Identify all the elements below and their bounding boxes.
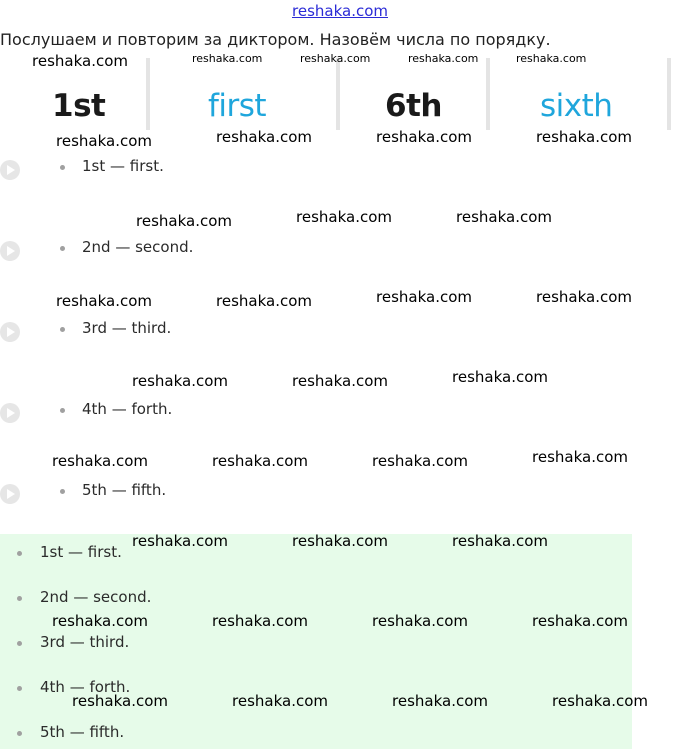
watermark: reshaka.com [296, 208, 392, 226]
watermark: reshaka.com [552, 692, 648, 710]
list-item: 5th — fifth. [82, 481, 167, 499]
bullet-icon [17, 551, 22, 556]
play-audio-icon[interactable] [0, 484, 20, 504]
play-audio-icon[interactable] [0, 403, 20, 423]
card-1st: 1st [52, 88, 106, 124]
answer-item: 4th — forth. [40, 678, 131, 696]
watermark: reshaka.com [56, 132, 152, 150]
play-audio-icon[interactable] [0, 160, 20, 180]
answer-item: 2nd — second. [40, 588, 152, 606]
watermark: reshaka.com [452, 368, 548, 386]
bullet-icon [17, 641, 22, 646]
bullet-icon [60, 246, 65, 251]
bullet-icon [17, 686, 22, 691]
watermark: reshaka.com [132, 532, 228, 550]
watermark: reshaka.com [232, 692, 328, 710]
play-audio-icon[interactable] [0, 241, 20, 261]
card-divider [486, 58, 490, 130]
list-item: 2nd — second. [82, 238, 194, 256]
watermark: reshaka.com [52, 452, 148, 470]
bullet-icon [60, 327, 65, 332]
watermark: reshaka.com [536, 128, 632, 146]
answer-item: 5th — fifth. [40, 723, 125, 741]
watermark: reshaka.com [192, 52, 263, 65]
list-item: 3rd — third. [82, 319, 172, 337]
watermark: reshaka.com [392, 692, 488, 710]
card-divider [146, 58, 150, 130]
bullet-icon [17, 596, 22, 601]
watermark: reshaka.com [216, 292, 312, 310]
answer-item: 3rd — third. [40, 633, 130, 651]
watermark: reshaka.com [132, 372, 228, 390]
card-sixth: sixth [540, 88, 613, 124]
watermark: reshaka.com [532, 612, 628, 630]
bullet-icon [60, 489, 65, 494]
watermark: reshaka.com [56, 292, 152, 310]
watermark: reshaka.com [376, 288, 472, 306]
watermark: reshaka.com [32, 52, 128, 70]
watermark: reshaka.com [372, 452, 468, 470]
watermark: reshaka.com [456, 208, 552, 226]
instruction-text: Послушаем и повторим за диктором. Назовём числа по порядку. [0, 30, 551, 49]
bullet-icon [60, 408, 65, 413]
watermark: reshaka.com [516, 52, 587, 65]
watermark: reshaka.com [52, 612, 148, 630]
watermark: reshaka.com [216, 128, 312, 146]
watermark: reshaka.com [452, 532, 548, 550]
card-6th: 6th [385, 88, 442, 124]
watermark: reshaka.com [136, 212, 232, 230]
watermark: reshaka.com [300, 52, 371, 65]
watermark: reshaka.com [532, 448, 628, 466]
list-item: 1st — first. [82, 157, 164, 175]
watermark: reshaka.com [376, 128, 472, 146]
card-divider [667, 58, 671, 130]
play-audio-icon[interactable] [0, 322, 20, 342]
card-first: first [208, 88, 267, 124]
watermark: reshaka.com [408, 52, 479, 65]
card-divider [336, 58, 340, 130]
watermark: reshaka.com [212, 452, 308, 470]
bullet-icon [60, 165, 65, 170]
bullet-icon [17, 731, 22, 736]
list-item: 4th — forth. [82, 400, 173, 418]
watermark: reshaka.com [212, 612, 308, 630]
watermark: reshaka.com [72, 692, 168, 710]
watermark: reshaka.com [536, 288, 632, 306]
answer-item: 1st — first. [40, 543, 122, 561]
site-link[interactable]: reshaka.com [292, 2, 388, 20]
watermark: reshaka.com [372, 612, 468, 630]
watermark: reshaka.com [292, 372, 388, 390]
watermark: reshaka.com [292, 532, 388, 550]
